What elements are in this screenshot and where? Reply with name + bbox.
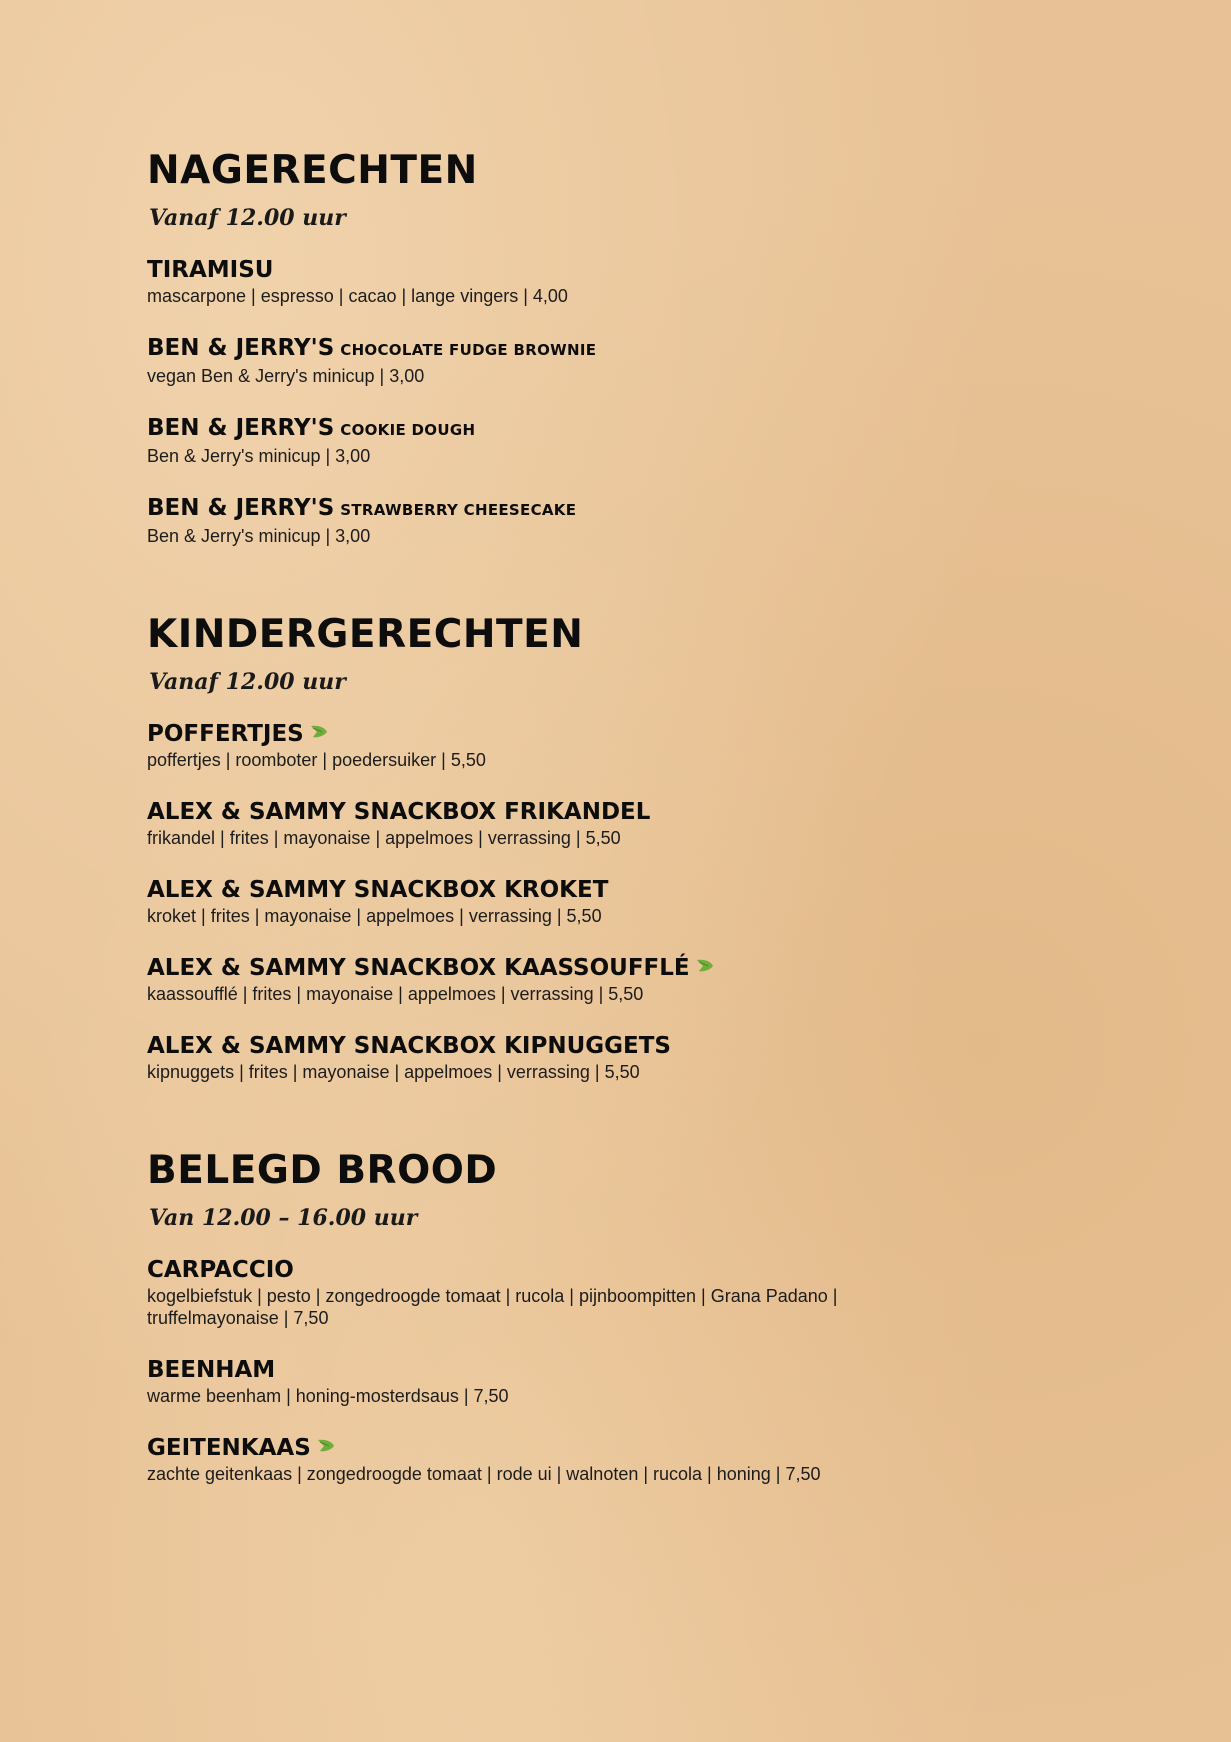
menu-item-name: CARPACCIO bbox=[147, 1257, 294, 1283]
menu-section bbox=[147, 145, 1147, 547]
menu-item bbox=[147, 1433, 1147, 1485]
section-title: BELEGD BROOD bbox=[147, 1148, 498, 1193]
menu-item-title bbox=[147, 953, 1147, 983]
menu-item-description: poffertjes | roomboter | poedersuiker | 5,50 bbox=[147, 750, 486, 770]
menu-item-description: zachte geitenkaas | zongedroogde tomaat | rode ui | walnoten | rucola | honing | 7,50 bbox=[147, 1464, 821, 1484]
menu-item bbox=[147, 493, 1147, 547]
menu-item bbox=[147, 1031, 1147, 1083]
menu-item bbox=[147, 875, 1147, 927]
menu-item bbox=[147, 333, 1147, 387]
menu-item-title bbox=[147, 1255, 1147, 1285]
menu-item-flavor: COOKIE DOUGH bbox=[340, 421, 476, 439]
menu-item-name: POFFERTJES bbox=[147, 721, 304, 747]
menu-item-description: Ben & Jerry's minicup | 3,00 bbox=[147, 446, 371, 466]
menu-item-title bbox=[147, 1355, 1147, 1385]
section-hours: Vanaf 12.00 uur bbox=[149, 205, 346, 231]
menu-item-title bbox=[147, 493, 1147, 525]
menu-section bbox=[147, 1145, 1147, 1485]
menu-item-name: BEN & JERRY'S bbox=[147, 495, 335, 521]
menu-item-description: frikandel | frites | mayonaise | appelmoes | verrassing | 5,50 bbox=[147, 828, 621, 848]
menu-item-name: ALEX & SAMMY SNACKBOX KAASSOUFFLÉ bbox=[147, 955, 690, 981]
menu-item bbox=[147, 413, 1147, 467]
menu-item-flavor: STRAWBERRY CHEESECAKE bbox=[340, 501, 577, 519]
menu-item-flavor: CHOCOLATE FUDGE BROWNIE bbox=[340, 341, 597, 359]
menu-item-title bbox=[147, 255, 1147, 285]
menu-item-name: BEN & JERRY'S bbox=[147, 335, 335, 361]
menu-item-title bbox=[147, 1031, 1147, 1061]
menu-item-description: kipnuggets | frites | mayonaise | appelmoes | verrassing | 5,50 bbox=[147, 1062, 640, 1082]
menu-item-name: TIRAMISU bbox=[147, 257, 274, 283]
menu-item-title bbox=[147, 333, 1147, 365]
menu-item-title bbox=[147, 719, 1147, 749]
section-title: NAGERECHTEN bbox=[147, 148, 478, 193]
menu-item-description: warme beenham | honing-mosterdsaus | 7,50 bbox=[147, 1386, 509, 1406]
menu-item bbox=[147, 1355, 1147, 1407]
section-hours: Vanaf 12.00 uur bbox=[149, 669, 346, 695]
menu-item-name: BEN & JERRY'S bbox=[147, 415, 335, 441]
menu-item bbox=[147, 953, 1147, 1005]
menu-item bbox=[147, 1255, 1147, 1329]
menu-item-title bbox=[147, 413, 1147, 445]
menu-section bbox=[147, 609, 1147, 1083]
menu-item-title bbox=[147, 797, 1147, 827]
section-hours: Van 12.00 – 16.00 uur bbox=[149, 1205, 418, 1231]
menu-page bbox=[147, 145, 1147, 1547]
leaf-icon bbox=[310, 725, 328, 739]
menu-item-name: GEITENKAAS bbox=[147, 1435, 311, 1461]
leaf-icon bbox=[696, 959, 714, 973]
menu-item-title bbox=[147, 1433, 1147, 1463]
menu-item-description: kogelbiefstuk | pesto | zongedroogde tomaat | rucola | pijnboompitten | Grana Padano | truffelmayonaise | 7,50 bbox=[147, 1286, 838, 1328]
section-title: KINDERGERECHTEN bbox=[147, 612, 584, 657]
menu-item-name: ALEX & SAMMY SNACKBOX KIPNUGGETS bbox=[147, 1033, 671, 1059]
menu-item-description: kroket | frites | mayonaise | appelmoes | verrassing | 5,50 bbox=[147, 906, 602, 926]
menu-item-description: mascarpone | espresso | cacao | lange vingers | 4,00 bbox=[147, 286, 568, 306]
menu-item-name: ALEX & SAMMY SNACKBOX KROKET bbox=[147, 877, 609, 903]
menu-item-description: kaassoufflé | frites | mayonaise | appelmoes | verrassing | 5,50 bbox=[147, 984, 644, 1004]
menu-item-title bbox=[147, 875, 1147, 905]
menu-item bbox=[147, 797, 1147, 849]
leaf-icon bbox=[317, 1439, 335, 1453]
menu-item-name: BEENHAM bbox=[147, 1357, 276, 1383]
menu-item-description: vegan Ben & Jerry's minicup | 3,00 bbox=[147, 366, 425, 386]
menu-item bbox=[147, 719, 1147, 771]
menu-item bbox=[147, 255, 1147, 307]
menu-item-description: Ben & Jerry's minicup | 3,00 bbox=[147, 526, 371, 546]
menu-item-name: ALEX & SAMMY SNACKBOX FRIKANDEL bbox=[147, 799, 651, 825]
